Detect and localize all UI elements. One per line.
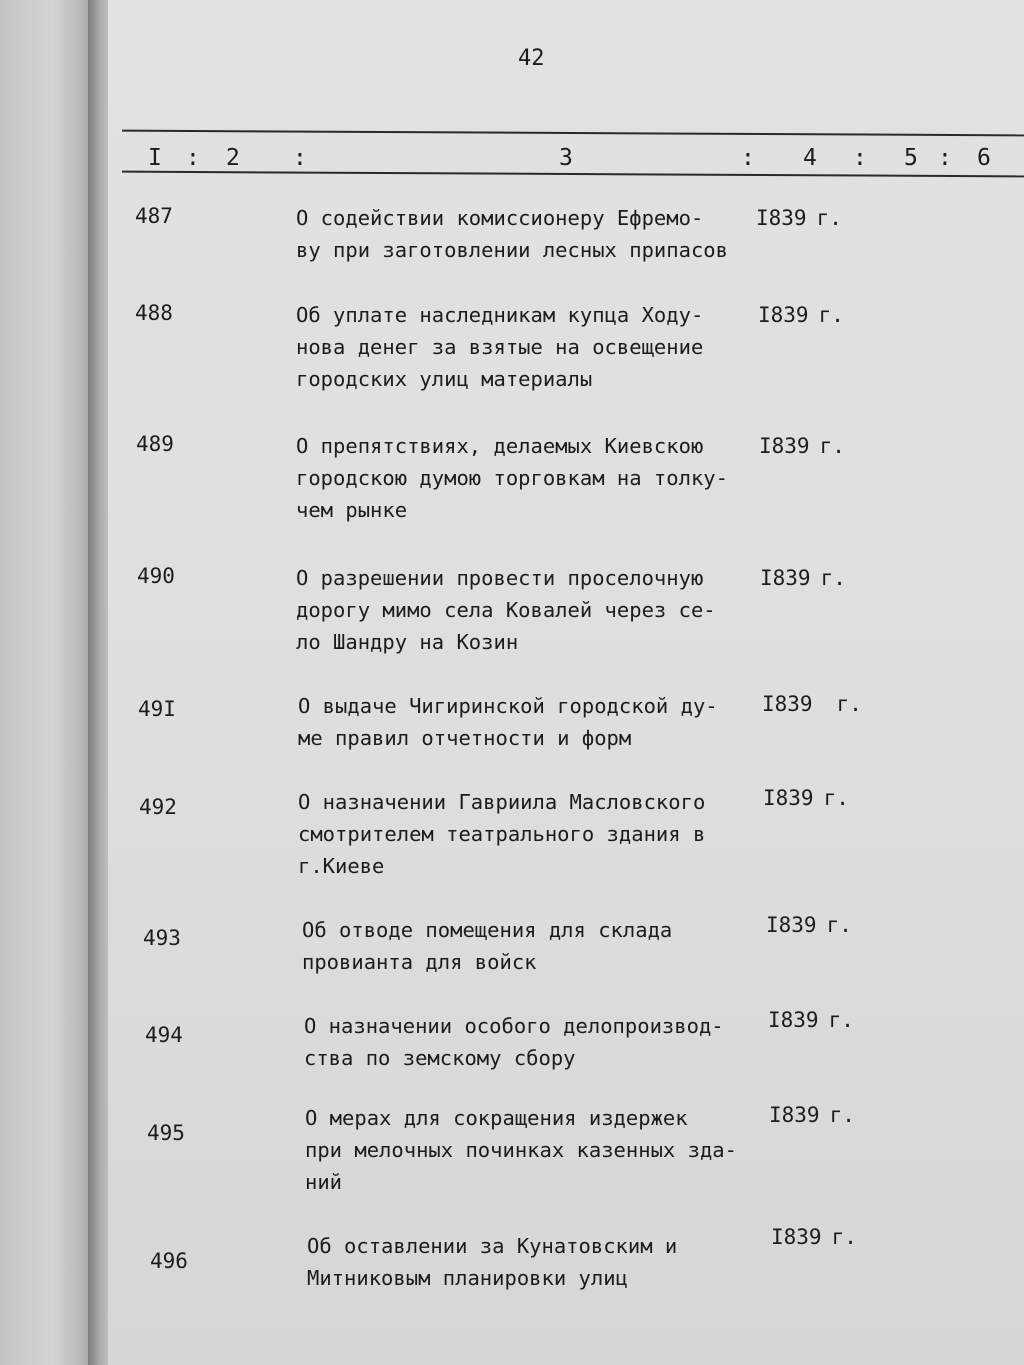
entry-title-line: ме правил отчетности и форм — [298, 726, 632, 750]
entry-year-value: I839 — [756, 206, 807, 230]
entry-title-line: ний — [305, 1170, 343, 1194]
entry-year-suffix: г. — [816, 206, 842, 230]
column-separator: : — [938, 145, 952, 171]
entry-title-line: О разрешении провести проселочную — [296, 566, 704, 590]
entry-year-value: I839 — [758, 303, 809, 327]
entry-title-line: при мелочных починках казенных зда- — [305, 1138, 737, 1162]
entry-title-line: Об отводе помещения для склада — [302, 918, 673, 942]
column-separator: : — [853, 145, 867, 171]
entry-year — [759, 430, 845, 462]
entry-title-line: О содействии комиссионеру Ефремо- — [296, 206, 704, 230]
entry-title — [305, 1102, 737, 1198]
entry-title — [302, 914, 672, 978]
entry-title-line: О выдаче Чигиринской городской ду- — [298, 694, 718, 718]
entry-title-line: г.Киеве — [298, 854, 385, 878]
entry-year — [766, 909, 852, 941]
entry-title-line: О назначении Гавриила Масловского — [298, 790, 706, 814]
entry-year — [758, 299, 844, 331]
entry-year-value: I839 — [759, 434, 810, 458]
entry-year-suffix: г. — [829, 1103, 855, 1127]
entry-title-line: провианта для войск — [302, 950, 537, 974]
entry-year — [756, 202, 842, 234]
entry-title-line: ву при заготовлении лесных припасов — [296, 238, 728, 262]
entry-title-line: Об оставлении за Кунатовским и — [307, 1234, 678, 1258]
entry-year-suffix: г. — [836, 692, 862, 716]
entry-title-line: О назначении особого делопроизвод- — [304, 1014, 724, 1038]
entry-title-line: смотрителем театрального здания в — [298, 822, 706, 846]
column-separator: : — [741, 145, 755, 171]
entry-year-suffix: г. — [826, 913, 852, 937]
entry-title-line: Об уплате наследникам купца Ходу- — [296, 303, 704, 327]
entry-year-value: I839 — [763, 786, 814, 810]
entry-number: 490 — [137, 564, 175, 588]
entry-title — [304, 1010, 724, 1074]
entry-title — [296, 202, 728, 266]
entry-year-value: I839 — [762, 692, 813, 716]
entry-title — [296, 299, 703, 395]
column-header-1: I — [148, 145, 162, 171]
entry-number: 487 — [135, 204, 173, 228]
entry-title-line: О препятствиях, делаемых Киевскою — [296, 434, 704, 458]
entry-number: 496 — [150, 1249, 188, 1273]
entry-year-value: I839 — [768, 1008, 819, 1032]
entry-year — [760, 562, 846, 594]
page-number: 42 — [518, 46, 545, 71]
column-separator: : — [186, 145, 200, 171]
entry-title-line: ства по земскому сбору — [304, 1046, 576, 1070]
entry-title — [296, 430, 728, 526]
column-header-5: 5 — [904, 145, 918, 171]
entry-title-line: городскою думою торговкам на толку- — [296, 466, 728, 490]
entry-title-line: городских улиц материалы — [296, 367, 593, 391]
entry-year-value: I839 — [769, 1103, 820, 1127]
entry-year — [762, 688, 862, 720]
entry-title-line: чем рынке — [296, 498, 408, 522]
entry-number: 489 — [136, 432, 174, 456]
entry-title-line: дорогу мимо села Ковалей через се- — [296, 598, 716, 622]
entry-year-value: I839 — [771, 1225, 822, 1249]
entry-number: 493 — [143, 926, 181, 950]
entry-year-suffix: г. — [818, 303, 844, 327]
entry-number: 49I — [138, 697, 176, 721]
entry-year — [768, 1004, 854, 1036]
entry-title — [298, 690, 718, 754]
entry-number: 494 — [145, 1023, 183, 1047]
entry-title — [296, 562, 716, 658]
entry-year-suffix: г. — [820, 566, 846, 590]
column-header-3: 3 — [559, 145, 573, 171]
entry-title-line: ло Шандру на Козин — [296, 630, 519, 654]
entry-title-line: О мерах для сокращения издержек — [305, 1106, 688, 1130]
entry-year-suffix: г. — [823, 786, 849, 810]
entry-number: 492 — [139, 795, 177, 819]
entry-year-value: I839 — [760, 566, 811, 590]
entry-year-value: I839 — [766, 913, 817, 937]
entry-year — [769, 1099, 855, 1131]
entry-year-suffix: г. — [831, 1225, 857, 1249]
left-page-edge — [0, 0, 96, 1365]
entry-year-suffix: г. — [819, 434, 845, 458]
column-header-4: 4 — [803, 145, 817, 171]
column-header-2: 2 — [226, 145, 240, 171]
entry-number: 488 — [135, 301, 173, 325]
entry-year — [771, 1221, 857, 1253]
column-separator: : — [293, 145, 307, 171]
entry-title-line: Митниковым планировки улиц — [307, 1266, 628, 1290]
entry-year-suffix: г. — [828, 1008, 854, 1032]
column-header-6: 6 — [977, 145, 991, 171]
entry-title-line: нова денег за взятые на освещение — [296, 335, 704, 359]
entry-year — [763, 782, 849, 814]
entry-title — [307, 1230, 677, 1294]
entry-title — [298, 786, 705, 882]
entry-number: 495 — [147, 1121, 185, 1145]
